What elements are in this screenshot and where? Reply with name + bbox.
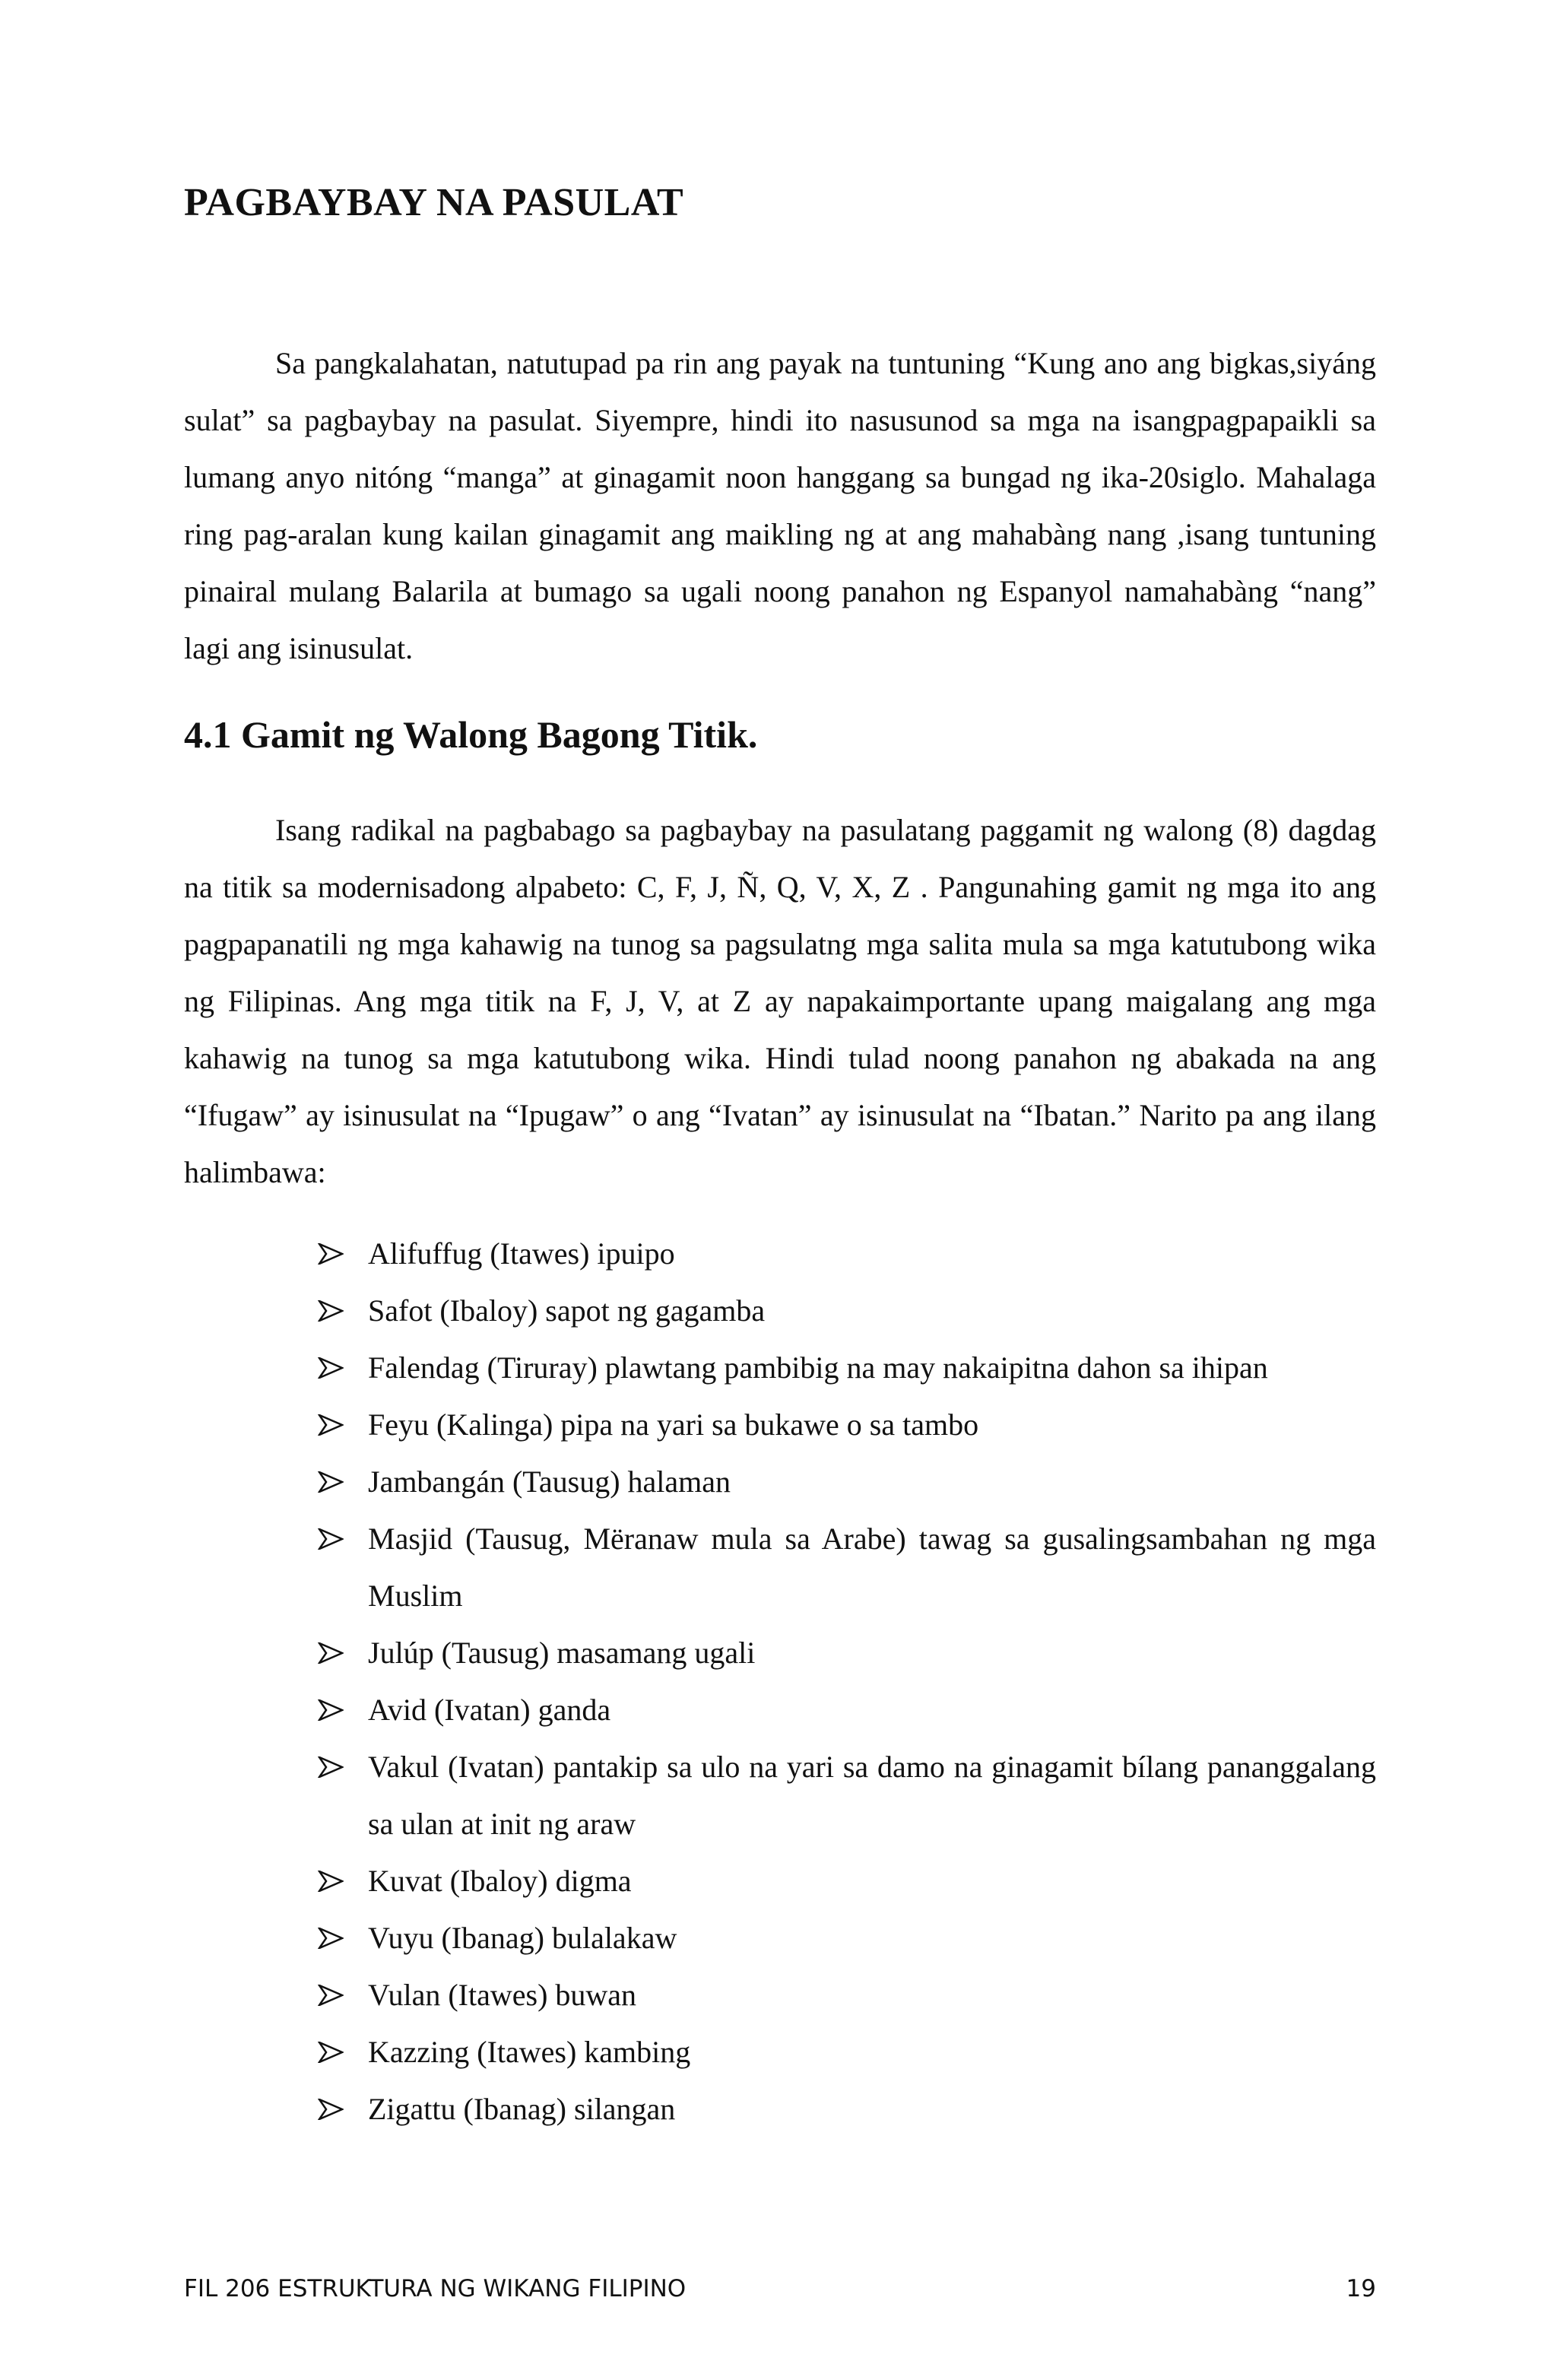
list-item-text: Feyu (Kalinga) pipa na yari sa bukawe o sa tambo — [368, 1407, 979, 1442]
list-item-text: Jambangán (Tausug) halaman — [368, 1464, 731, 1499]
list-item — [316, 1396, 1376, 1453]
list-item-text: Avid (Ivatan) ganda — [368, 1693, 611, 1727]
arrowhead-bullet-icon — [316, 1453, 347, 1510]
list-item — [316, 1624, 1376, 1681]
arrowhead-bullet-icon — [316, 1339, 347, 1396]
list-item — [316, 1852, 1376, 1909]
list-item-text: Falendag (Tiruray) plawtang pambibig na may nakaipitna dahon sa ihipan — [368, 1350, 1268, 1385]
list-item — [316, 1453, 1376, 1510]
list-item-text: Alifuffug (Itawes) ipuipo — [368, 1236, 675, 1271]
arrowhead-bullet-icon — [316, 1852, 347, 1909]
arrowhead-bullet-icon — [316, 1966, 347, 2023]
list-item-text: Masjid (Tausug, Mëranaw mula sa Arabe) tawag sa gusalingsambahan ng mga Muslim — [368, 1522, 1376, 1613]
list-item-text: Julúp (Tausug) masamang ugali — [368, 1636, 756, 1670]
list-item — [316, 1966, 1376, 2023]
arrowhead-bullet-icon — [316, 1909, 347, 1966]
footer-page-number: 19 — [1346, 2275, 1376, 2302]
list-item-text: Kuvat (Ibaloy) digma — [368, 1864, 632, 1898]
list-item — [316, 1225, 1376, 1282]
list-item-text: Vuyu (Ibanag) bulalakaw — [368, 1921, 677, 1955]
section-title: 4.1 Gamit ng Walong Bagong Titik. — [184, 713, 758, 756]
list-item-text: Kazzing (Itawes) kambing — [368, 2035, 691, 2069]
intro-paragraph: Sa pangkalahatan, natutupad pa rin ang payak na tuntuning “Kung ano ang bigkas,siyáng sulat” sa pagbaybay na pasulat. Siyempre, hindi ito nasusunod sa mga na isangpagpapaikli sa lumang anyo nitóng “manga” at ginagamit noon hanggang sa bungad ng ika-20siglo. Mahalaga ring pag-aralan kung kailan ginagamit ang maikling ng at ang mahabàng nang ,isang tuntuning pinairal mulang Balarila at bumago sa ugali noong panahon ng Espanyol namahabàng “nang” lagi ang isinusulat. — [184, 346, 1376, 665]
list-item — [316, 1738, 1376, 1852]
arrowhead-bullet-icon — [316, 2080, 347, 2137]
arrowhead-bullet-icon — [316, 1738, 347, 1795]
list-item-text: Safot (Ibaloy) sapot ng gagamba — [368, 1293, 766, 1328]
arrowhead-bullet-icon — [316, 1396, 347, 1453]
list-item — [316, 2080, 1376, 2137]
list-item — [316, 1282, 1376, 1339]
list-item — [316, 2023, 1376, 2080]
list-item-text: Zigattu (Ibanag) silangan — [368, 2092, 676, 2126]
list-item — [316, 1510, 1376, 1624]
arrowhead-bullet-icon — [316, 1225, 347, 1282]
document-title: PAGBAYBAY NA PASULAT — [184, 181, 684, 224]
list-item-text: Vakul (Ivatan) pantakip sa ulo na yari sa damo na ginagamit bílang pananggalang sa ulan at init ng araw — [368, 1750, 1376, 1841]
section-paragraph: Isang radikal na pagbabago sa pagbaybay na pasulatang paggamit ng walong (8) dagdag na titik sa modernisadong alpabeto: C, F, J, Ñ, Q, V, X, Z . Pangunahing gamit ng mga ito ang pagpapanatili ng mga kahawig na tunog sa pagsulatng mga salita mula sa mga katutubong wika ng Filipinas. Ang mga titik na F, J, V, at Z ay napakaimportante upang maigalang ang mga kahawig na tunog sa mga katutubong wika. Hindi tulad noong panahon ng abakada na ang “Ifugaw” ay isinusulat na “Ipugaw” o ang “Ivatan” ay isinusulat na “Ibatan.” Narito pa ang ilang halimbawa: — [184, 813, 1376, 1189]
arrowhead-bullet-icon — [316, 2023, 347, 2080]
arrowhead-bullet-icon — [316, 1624, 347, 1681]
examples-list — [316, 1225, 1376, 2137]
arrowhead-bullet-icon — [316, 1282, 347, 1339]
arrowhead-bullet-icon — [316, 1510, 347, 1567]
list-item — [316, 1339, 1376, 1396]
arrowhead-bullet-icon — [316, 1681, 347, 1738]
list-item — [316, 1909, 1376, 1966]
list-item-text: Vulan (Itawes) buwan — [368, 1978, 637, 2012]
footer-course-title: FIL 206 ESTRUKTURA NG WIKANG FILIPINO — [184, 2275, 687, 2302]
list-item — [316, 1681, 1376, 1738]
